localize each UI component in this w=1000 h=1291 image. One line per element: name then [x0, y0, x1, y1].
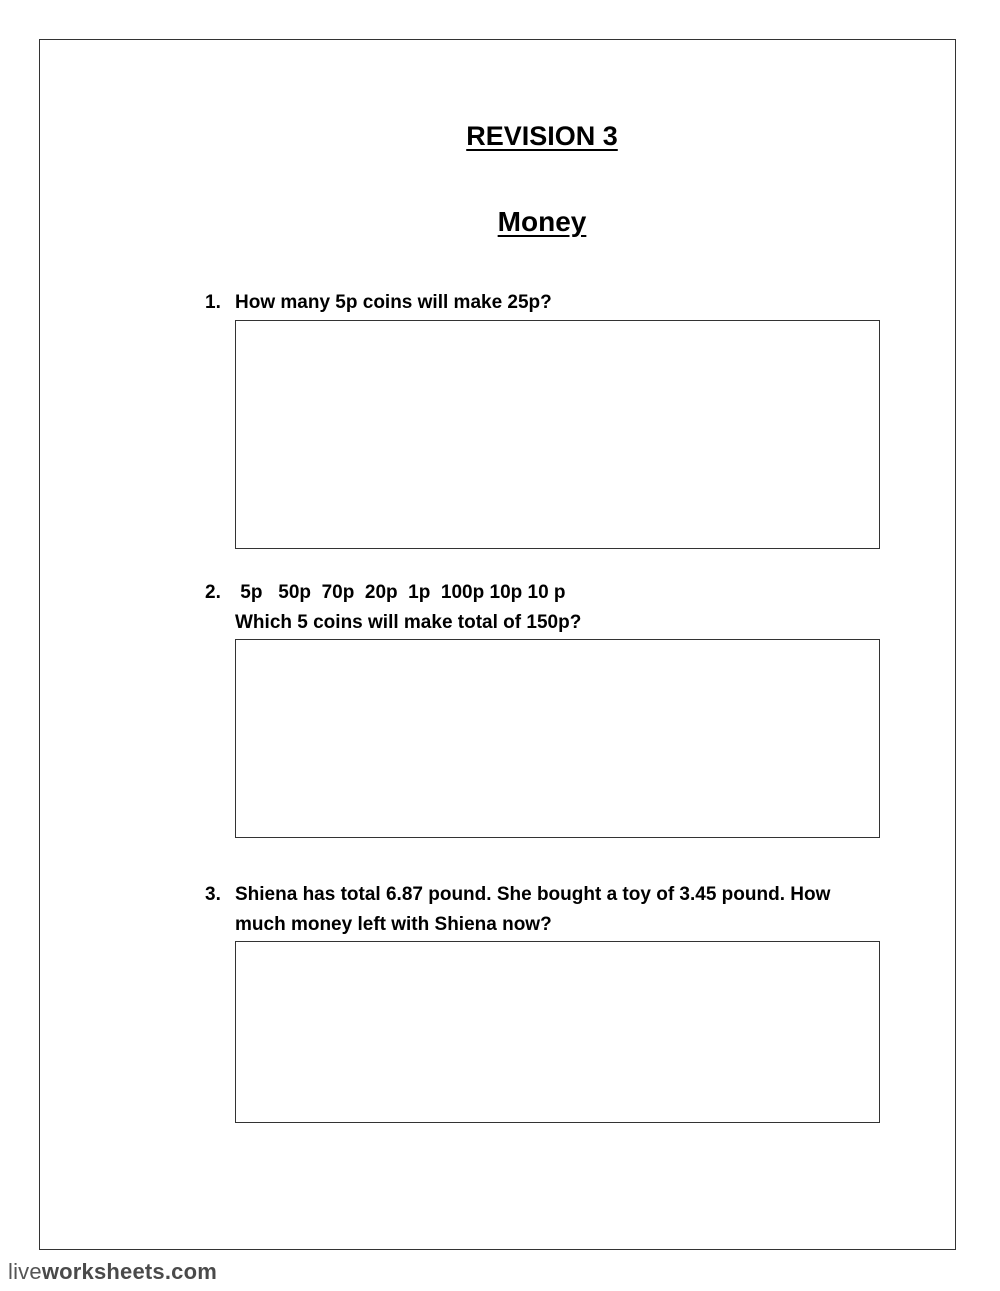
logo-text-bold: worksheets	[41, 1259, 165, 1284]
logo-text-suffix: .com	[164, 1259, 218, 1284]
question-2	[205, 578, 885, 638]
liveworksheets-logo	[8, 1259, 217, 1285]
question-1-number: 1.	[205, 292, 221, 313]
logo-text-light: live	[8, 1259, 42, 1284]
question-1-text: How many 5p coins will make 25p?	[235, 292, 552, 313]
answer-box-3[interactable]	[235, 941, 880, 1123]
answer-box-2[interactable]	[235, 639, 880, 838]
page-subtitle: Money	[497, 206, 587, 237]
question-3-number: 3.	[205, 884, 221, 905]
question-2-text: Which 5 coins will make total of 150p?	[235, 612, 582, 633]
page-title: REVISION 3	[466, 121, 618, 151]
question-1	[205, 288, 885, 318]
answer-box-1[interactable]	[235, 320, 880, 549]
question-3-text: Shiena has total 6.87 pound. She bought a toy of 3.45 pound. How much money left with Shiena now?	[235, 884, 831, 935]
question-2-coins: 5p 50p 70p 20p 1p 100p 10p 10 p	[235, 582, 566, 603]
question-3	[205, 880, 885, 940]
question-2-number: 2.	[205, 582, 221, 603]
